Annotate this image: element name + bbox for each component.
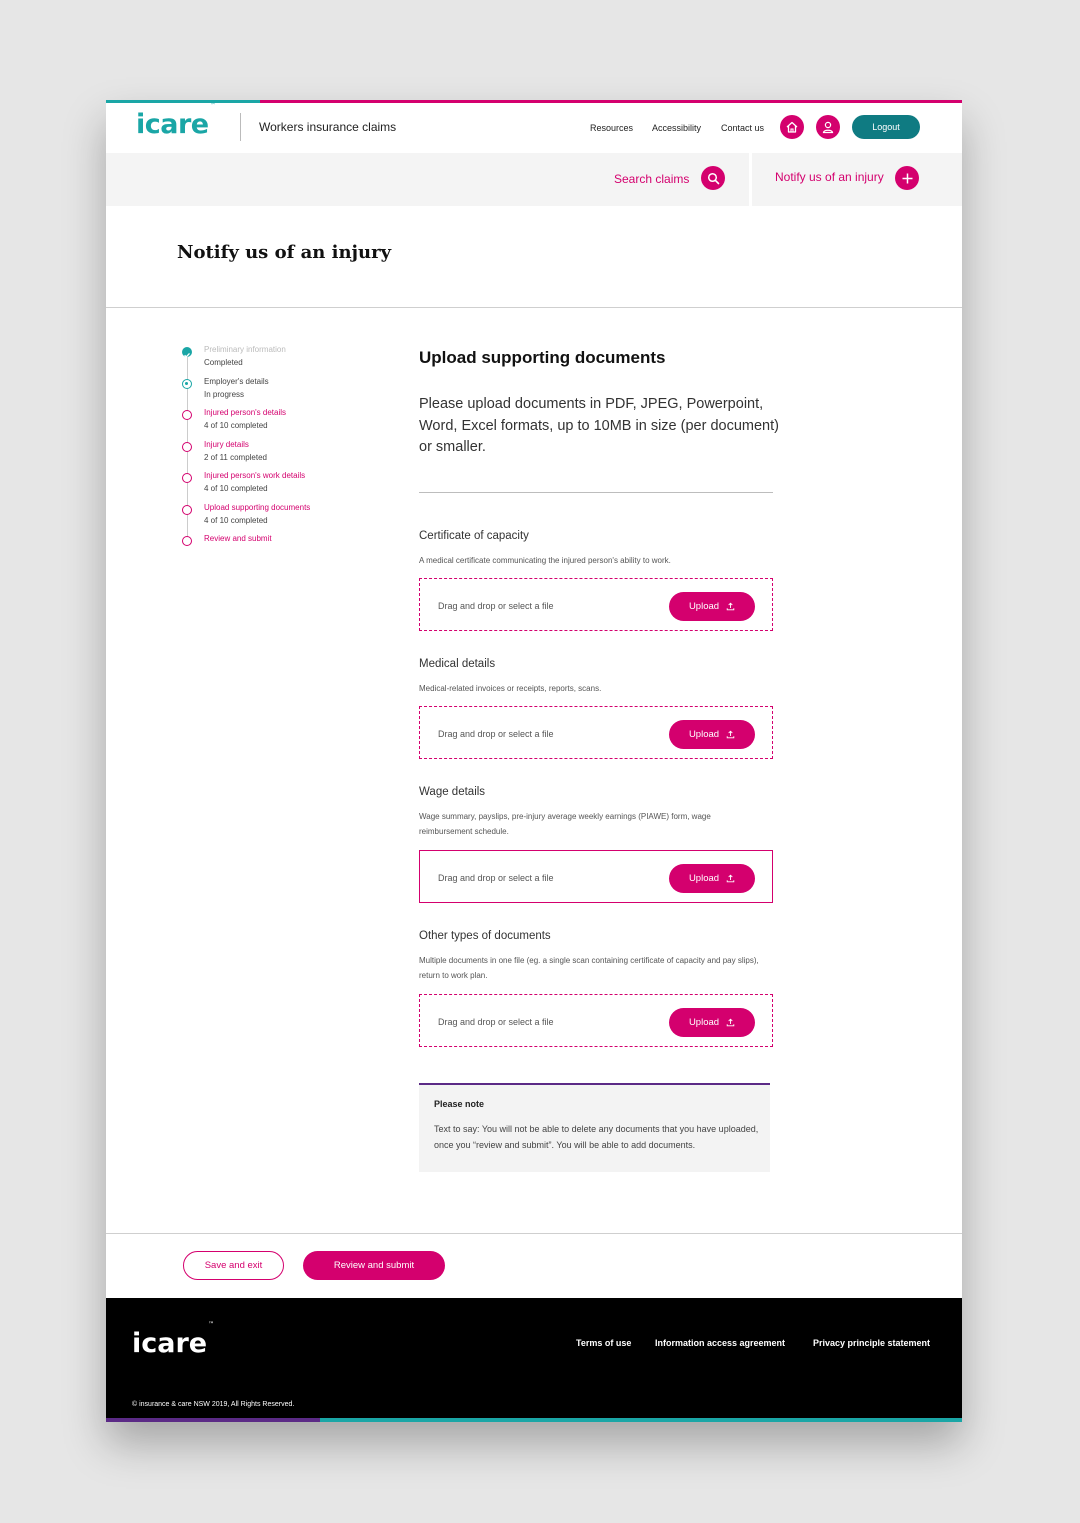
upload-icon — [726, 602, 735, 611]
upload-icon — [726, 730, 735, 739]
step-label: Employer's details — [204, 377, 269, 386]
search-icon — [707, 172, 720, 185]
wage-details-title: Wage details — [419, 786, 486, 798]
search-claims-button[interactable] — [701, 166, 725, 190]
action-bar-separator — [749, 153, 752, 206]
title-divider — [106, 307, 962, 308]
app-title: Workers insurance claims — [259, 120, 397, 134]
home-button[interactable] — [780, 115, 804, 139]
icare-logo[interactable]: icare™ — [136, 102, 216, 140]
nav-resources[interactable]: Resources — [590, 123, 634, 133]
step-label: Injury details — [204, 440, 249, 449]
header-divider — [240, 113, 241, 141]
upload-label: Upload — [688, 601, 720, 612]
step-label: Review and submit — [204, 534, 272, 543]
step-pending-icon — [182, 473, 192, 483]
dropzone-text: Drag and drop or select a file — [438, 601, 554, 611]
save-and-exit-button[interactable]: Save and exit — [183, 1251, 284, 1280]
upload-label: Upload — [688, 873, 720, 884]
nav-accessibility[interactable]: Accessibility — [652, 123, 702, 133]
wage-details-dropzone[interactable] — [419, 850, 773, 903]
search-claims-link[interactable]: Search claims — [614, 172, 690, 186]
action-bar — [106, 153, 962, 206]
other-documents-title: Other types of documents — [419, 930, 551, 942]
page-canvas — [106, 100, 962, 1422]
upload-instructions: Please upload documents in PDF, JPEG, Powerpoint, Word, Excel formats, up to 10MB in size (per document) or smaller. — [419, 396, 779, 455]
step-status: In progress — [204, 390, 245, 399]
footer-privacy-principle-statement[interactable]: Privacy principle statement — [813, 1338, 931, 1348]
upload-label: Upload — [688, 729, 720, 740]
footer-information-access-agreement[interactable]: Information access agreement — [655, 1338, 786, 1348]
note-body: Text to say: You will not be able to delete any documents that you have uploaded, once you “review and submit”. You will be able to add documents. — [434, 1124, 759, 1150]
upload-label: Upload — [688, 1017, 720, 1028]
step-in-progress-icon — [182, 379, 192, 389]
step-status: 4 of 10 completed — [204, 516, 268, 525]
account-button[interactable] — [816, 115, 840, 139]
step-pending-icon — [182, 536, 192, 546]
step-status: 2 of 11 completed — [204, 453, 268, 462]
copyright-text: © insurance & care NSW 2019, All Rights Reserved. — [132, 1401, 295, 1408]
certificate-of-capacity-dropzone[interactable] — [419, 578, 773, 631]
dropzone-text: Drag and drop or select a file — [438, 873, 554, 883]
notify-injury-button[interactable] — [895, 166, 919, 190]
plus-icon — [901, 172, 914, 185]
medical-details-title: Medical details — [419, 658, 496, 670]
home-icon — [785, 120, 799, 134]
medical-details-dropzone[interactable] — [419, 706, 773, 759]
step-label: Injured person's details — [204, 408, 287, 417]
content-divider — [419, 492, 773, 493]
nav-contact-us[interactable]: Contact us — [721, 123, 765, 133]
step-complete-icon — [182, 347, 192, 357]
dropzone-text: Drag and drop or select a file — [438, 729, 554, 739]
certificate-of-capacity-desc: A medical certificate communicating the injured person's ability to work. — [419, 556, 671, 565]
step-pending-icon — [182, 410, 192, 420]
note-title: Please note — [434, 1099, 485, 1109]
footer-accent-stripe — [106, 1418, 962, 1422]
footer-icare-logo[interactable]: icare™ — [132, 1321, 215, 1359]
other-documents-dropzone[interactable] — [419, 994, 773, 1047]
certificate-of-capacity-title: Certificate of capacity — [419, 530, 529, 542]
step-status: 4 of 10 completed — [204, 484, 268, 493]
site-footer — [106, 1298, 962, 1422]
user-icon — [821, 120, 835, 134]
step-label: Preliminary information — [204, 345, 286, 354]
other-documents-desc: Multiple documents in one file (eg. a single scan containing certificate of capacity and pay slips), return to work plan. — [419, 956, 759, 980]
upload-icon — [726, 874, 735, 883]
step-label: Upload supporting documents — [204, 503, 311, 512]
upload-icon — [726, 1018, 735, 1027]
logout-button[interactable]: Logout — [852, 115, 920, 139]
wage-upload-button[interactable] — [669, 864, 755, 893]
step-pending-icon — [182, 442, 192, 452]
site-header — [106, 103, 962, 153]
section-heading: Upload supporting documents — [419, 348, 666, 367]
actions-divider — [106, 1233, 962, 1234]
wage-details-desc: Wage summary, payslips, pre-injury average weekly earnings (PIAWE) form, wage reimbursement schedule. — [419, 812, 711, 836]
review-and-submit-button[interactable]: Review and submit — [303, 1251, 445, 1280]
dropzone-text: Drag and drop or select a file — [438, 1017, 554, 1027]
other-upload-button[interactable] — [669, 1008, 755, 1037]
page-title: Notify us of an injury — [177, 242, 392, 263]
step-status: 4 of 10 completed — [204, 421, 268, 430]
step-status: Completed — [204, 358, 243, 367]
please-note-box — [419, 1083, 770, 1172]
medical-details-desc: Medical-related invoices or receipts, reports, scans. — [419, 684, 602, 693]
medical-upload-button[interactable] — [669, 720, 755, 749]
step-pending-icon — [182, 505, 192, 515]
certificate-upload-button[interactable] — [669, 592, 755, 621]
step-label: Injured person's work details — [204, 471, 306, 480]
footer-terms-of-use[interactable]: Terms of use — [576, 1338, 632, 1348]
notify-injury-link[interactable]: Notify us of an injury — [775, 170, 884, 184]
